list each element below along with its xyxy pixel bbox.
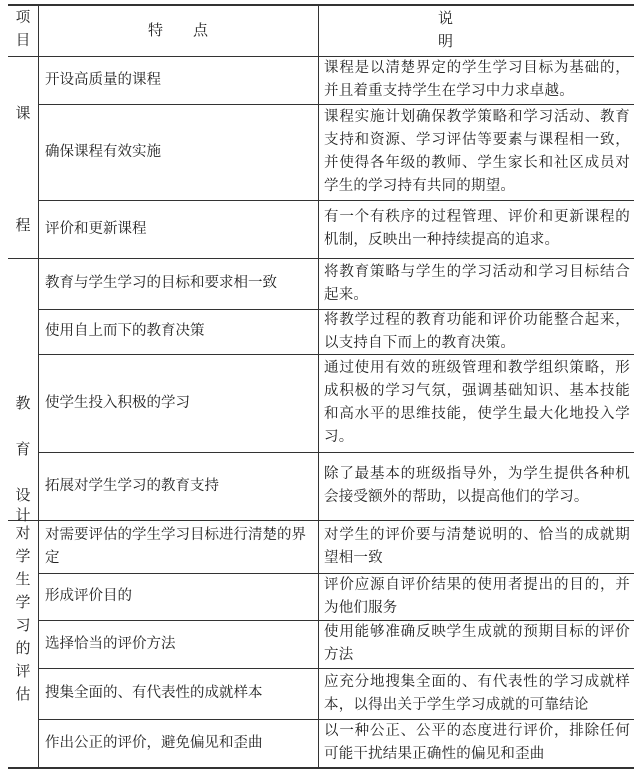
category-assessment-char: 学 <box>15 547 31 565</box>
table-bottom-rule <box>8 767 634 769</box>
header-project <box>8 4 38 56</box>
category-assessment-char: 生 <box>15 570 31 588</box>
feature-cell: 使用自上而下的教育决策 <box>45 323 205 339</box>
header-project-char: 项 <box>15 10 31 26</box>
category-assessment-char: 估 <box>15 685 31 703</box>
category-curriculum-char: 程 <box>15 216 31 234</box>
header-features: 特点 <box>147 20 238 39</box>
category-assessment-char: 评 <box>15 662 31 680</box>
description-cell: 对学生的评价要与清楚说明的、恰当的成就期望相一致 <box>324 526 630 566</box>
feature-cell: 使学生投入积极的学习 <box>45 394 190 411</box>
description-cell: 课程是以清楚界定的学生学习目标为基础的，并且着重支持学生在学习中力求卓越。 <box>324 60 630 99</box>
description-cell: 除了最基本的班级指导外，为学生提供各种机会接受额外的帮助，以提高他们的学习。 <box>324 466 630 505</box>
feature-cell: 教育与学生学习的目标和要求相一致 <box>45 275 277 291</box>
feature-cell: 评价和更新课程 <box>45 220 147 237</box>
category-curriculum-char: 课 <box>15 104 31 122</box>
description-cell: 课程实施计划确保教学策略和学习活动、教育支持和资源、学习评估等要素与课程相一致，并使得各年级的教师、学生家长和社区成员对学生的学习持有共同的期望。 <box>324 109 630 194</box>
category-assessment-char: 学 <box>15 593 31 611</box>
category-design-char: 计 <box>15 506 31 524</box>
description-cell: 有一个有秩序的过程管理、评价和更新课程的机制，反映出一种持续提高的追求。 <box>324 209 630 248</box>
category-design-char: 育 <box>15 440 31 458</box>
description-cell: 通过使用有效的班级管理和教学组织策略，形成积极的学习气氛，强调基础知识、基本技能和高水平的思维技能，使学生最大化地投入学习。 <box>324 360 630 445</box>
description-cell: 使用能够准确反映学生成就的预期目标的评价方法 <box>324 624 630 663</box>
description-cell: 应充分地搜集全面的、有代表性的学习成就样本，以得出关于学生学习成就的可靠结论 <box>324 673 630 713</box>
category-assessment-char: 习 <box>15 616 31 634</box>
feature-cell: 拓展对学生学习的教育支持 <box>45 477 219 494</box>
standards-table <box>8 4 634 768</box>
category-design-char: 设 <box>15 486 31 504</box>
header-description: 说明 <box>438 9 574 50</box>
feature-cell: 开设高质量的课程 <box>45 71 161 88</box>
category-design-char: 教 <box>15 394 31 412</box>
feature-cell: 作出公正的评价，避免偏见和歪曲 <box>45 734 263 751</box>
category-assessment-char: 对 <box>15 524 31 542</box>
feature-cell: 搜集全面的、有代表性的成就样本 <box>45 685 263 701</box>
feature-cell: 形成评价目的 <box>45 588 132 604</box>
description-cell: 将教育策略与学生的学习活动和学习目标结合起来。 <box>324 263 630 303</box>
feature-cell: 确保课程有效实施 <box>45 143 161 160</box>
feature-cell: 对需要评估的学生学习目标进行清楚的界定 <box>45 526 306 566</box>
description-cell: 评价应源自评价结果的使用者提出的目的，并为他们服务 <box>324 576 630 616</box>
header-project-char: 目 <box>15 33 31 49</box>
category-assessment-char: 的 <box>15 639 31 657</box>
feature-cell: 选择恰当的评价方法 <box>45 635 176 652</box>
description-cell: 以一种公正、公平的态度进行评价，排除任何可能干扰结果正确性的偏见和歪曲 <box>324 723 630 762</box>
description-cell: 将教学过程的教育功能和评价功能整合起来，以支持自下而上的教育决策。 <box>324 311 630 351</box>
